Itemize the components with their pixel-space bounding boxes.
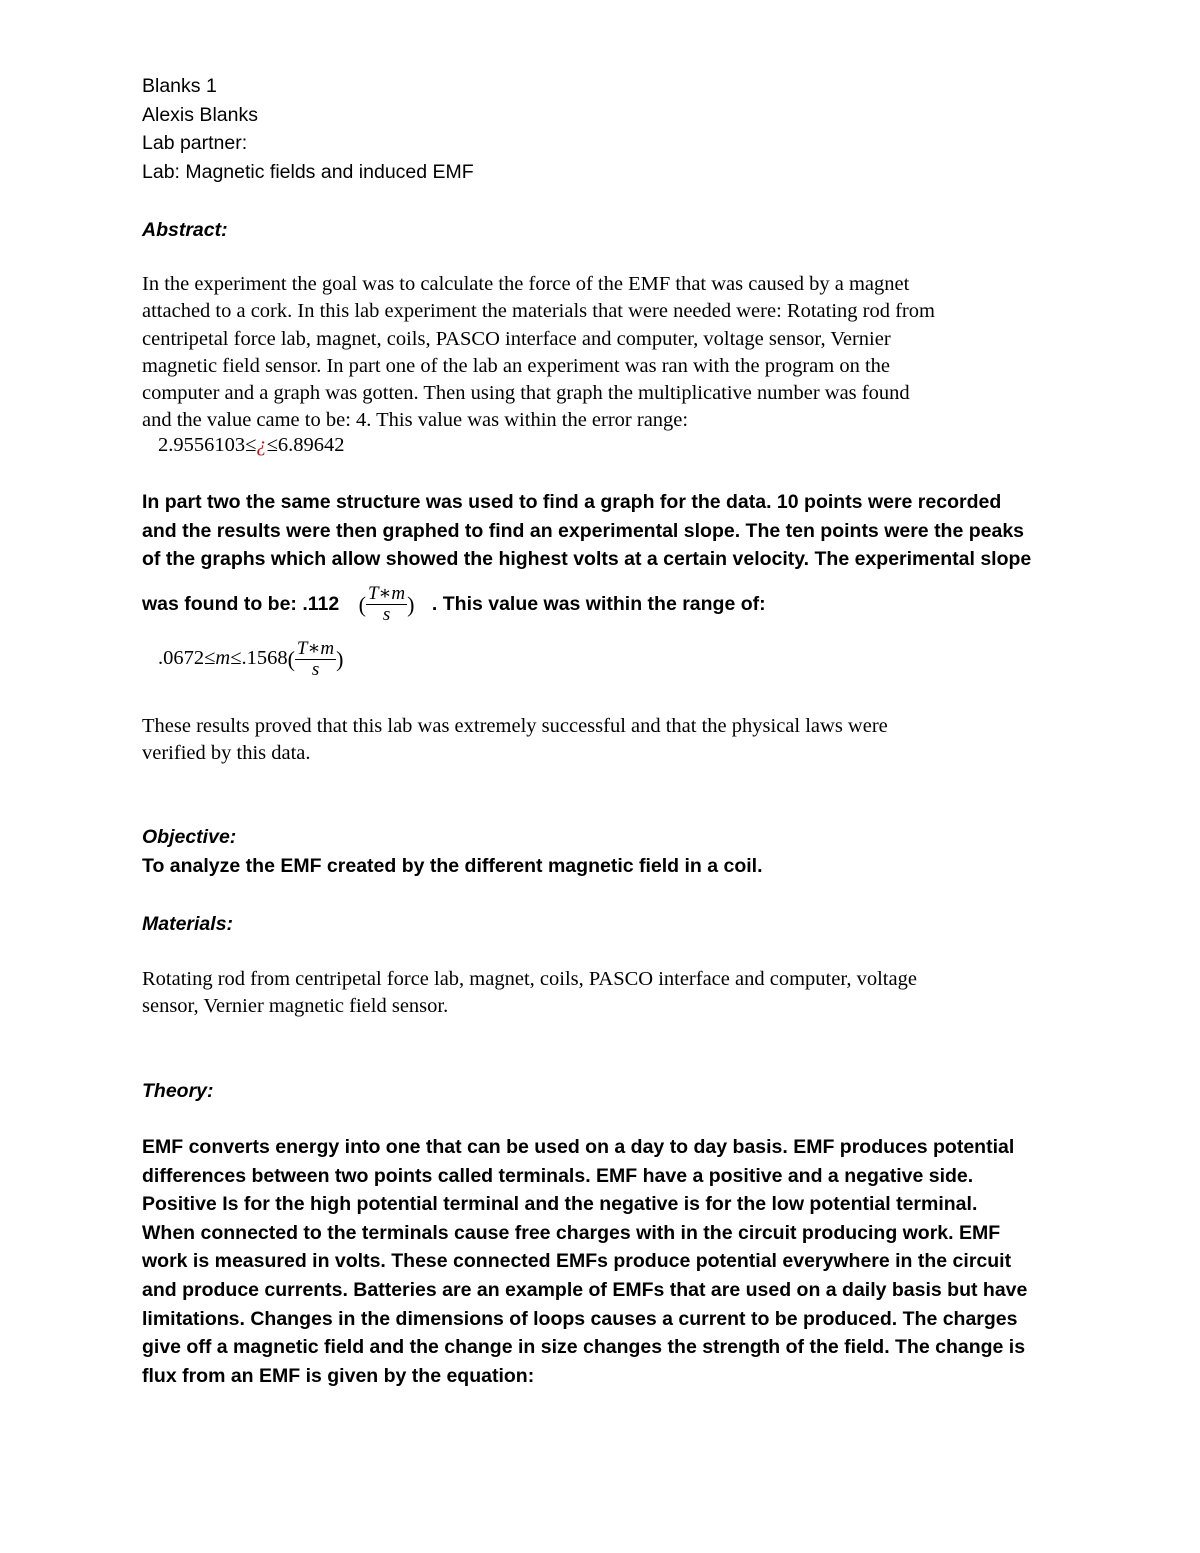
unit-denominator: s — [311, 658, 320, 680]
theory-paragraph — [142, 1133, 1062, 1390]
slope-unit-fraction — [366, 584, 407, 625]
slope-line: was found to be: .112 ( $\frac{T∗m}{s}$ ) . This value was within the range of: — [142, 583, 766, 626]
part-two-line: In part two the same structure was used to find a graph for the data. 10 points were recorded — [142, 491, 1002, 513]
unit-denominator: s — [382, 604, 391, 626]
error-range-inequality — [158, 434, 345, 457]
theory-heading: Theory: — [142, 1080, 214, 1102]
theory-line: flux from an EMF is given by the equation: — [142, 1364, 535, 1387]
range2-variable: m — [215, 647, 231, 669]
abstract-line: and the value came to be: 4. This value was within the error range: — [142, 409, 689, 432]
conclusion-paragraph — [142, 713, 1062, 768]
unit-numerator: T∗m — [296, 637, 335, 659]
lab-title: Lab: Magnetic fields and induced EMF — [142, 160, 474, 183]
conclusion-line: verified by this data. — [142, 742, 311, 765]
objective-text: To analyze the EMF created by the different magnetic field in a coil. — [142, 855, 763, 877]
slope-prefix: was found to be: .112 — [142, 593, 340, 615]
theory-line: When connected to the terminals cause free charges with in the circuit producing work. EMF — [142, 1221, 1001, 1244]
abstract-line: attached to a cork. In this lab experiment the materials that were needed were: Rotating rod from — [142, 300, 935, 323]
part-two-line: and the results were then graphed to find an experimental slope. The ten points were the peaks — [142, 519, 1025, 542]
abstract-line: computer and a graph was gotten. Then using that graph the multiplicative number was found — [142, 382, 910, 405]
theory-line: work is measured in volts. These connected EMFs produce potential everywhere in the circuit — [142, 1250, 1012, 1273]
abstract-paragraph — [142, 271, 1062, 435]
objective-heading: Objective: — [142, 826, 237, 848]
range2-unit-fraction — [295, 639, 336, 680]
range1-low: 2.9556103≤ — [158, 434, 257, 456]
materials-heading: Materials: — [142, 913, 234, 935]
materials-line: Rotating rod from centripetal force lab, magnet, coils, PASCO interface and computer, voltage — [142, 968, 917, 990]
slope-suffix: . This value was within the range of: — [431, 593, 766, 615]
unit-numerator: T∗m — [367, 583, 406, 605]
range2-high: ≤.1568 — [230, 647, 288, 669]
part-two-paragraph — [142, 488, 1062, 574]
theory-line: limitations. Changes in the dimensions of loops causes a current to be produced. The charges — [142, 1307, 1018, 1330]
range2-low: .0672≤ — [158, 647, 216, 669]
theory-line: Positive Is for the high potential terminal and the negative is for the low potential terminal. — [142, 1193, 978, 1216]
lab-partner-label: Lab partner: — [142, 132, 248, 155]
author-name: Alexis Blanks — [142, 103, 258, 126]
abstract-line: centripetal force lab, magnet, coils, PASCO interface and computer, voltage sensor, Vernier — [142, 327, 891, 350]
theory-line: and produce currents. Batteries are an example of EMFs that are used on a daily basis but have — [142, 1278, 1028, 1301]
materials-paragraph — [142, 966, 1062, 1021]
range1-high: ≤6.89642 — [266, 434, 345, 456]
page-header: Blanks 1 — [142, 75, 217, 97]
theory-line: EMF converts energy into one that can be used on a day to day basis. EMF produces potential — [142, 1136, 1015, 1158]
abstract-line: magnetic field sensor. In part one of the lab an experiment was ran with the program on the — [142, 354, 891, 377]
slope-range-inequality: .0672≤m≤.1568( $\frac{T∗m}{s}$ ) — [158, 637, 344, 680]
conclusion-line: These results proved that this lab was extremely successful and that the physical laws were — [142, 715, 888, 737]
abstract-heading: Abstract: — [142, 219, 228, 241]
range1-variable: ¿ — [256, 434, 267, 456]
theory-line: give off a magnetic field and the change in size changes the strength of the field. The change is — [142, 1336, 1026, 1359]
materials-line: sensor, Vernier magnetic field sensor. — [142, 995, 449, 1018]
theory-line: differences between two points called terminals. EMF have a positive and a negative side. — [142, 1164, 974, 1187]
part-two-line: of the graphs which allow showed the highest volts at a certain velocity. The experimental slope — [142, 548, 1032, 571]
abstract-line: In the experiment the goal was to calculate the force of the EMF that was caused by a magnet — [142, 273, 910, 295]
document-header — [142, 72, 1062, 186]
